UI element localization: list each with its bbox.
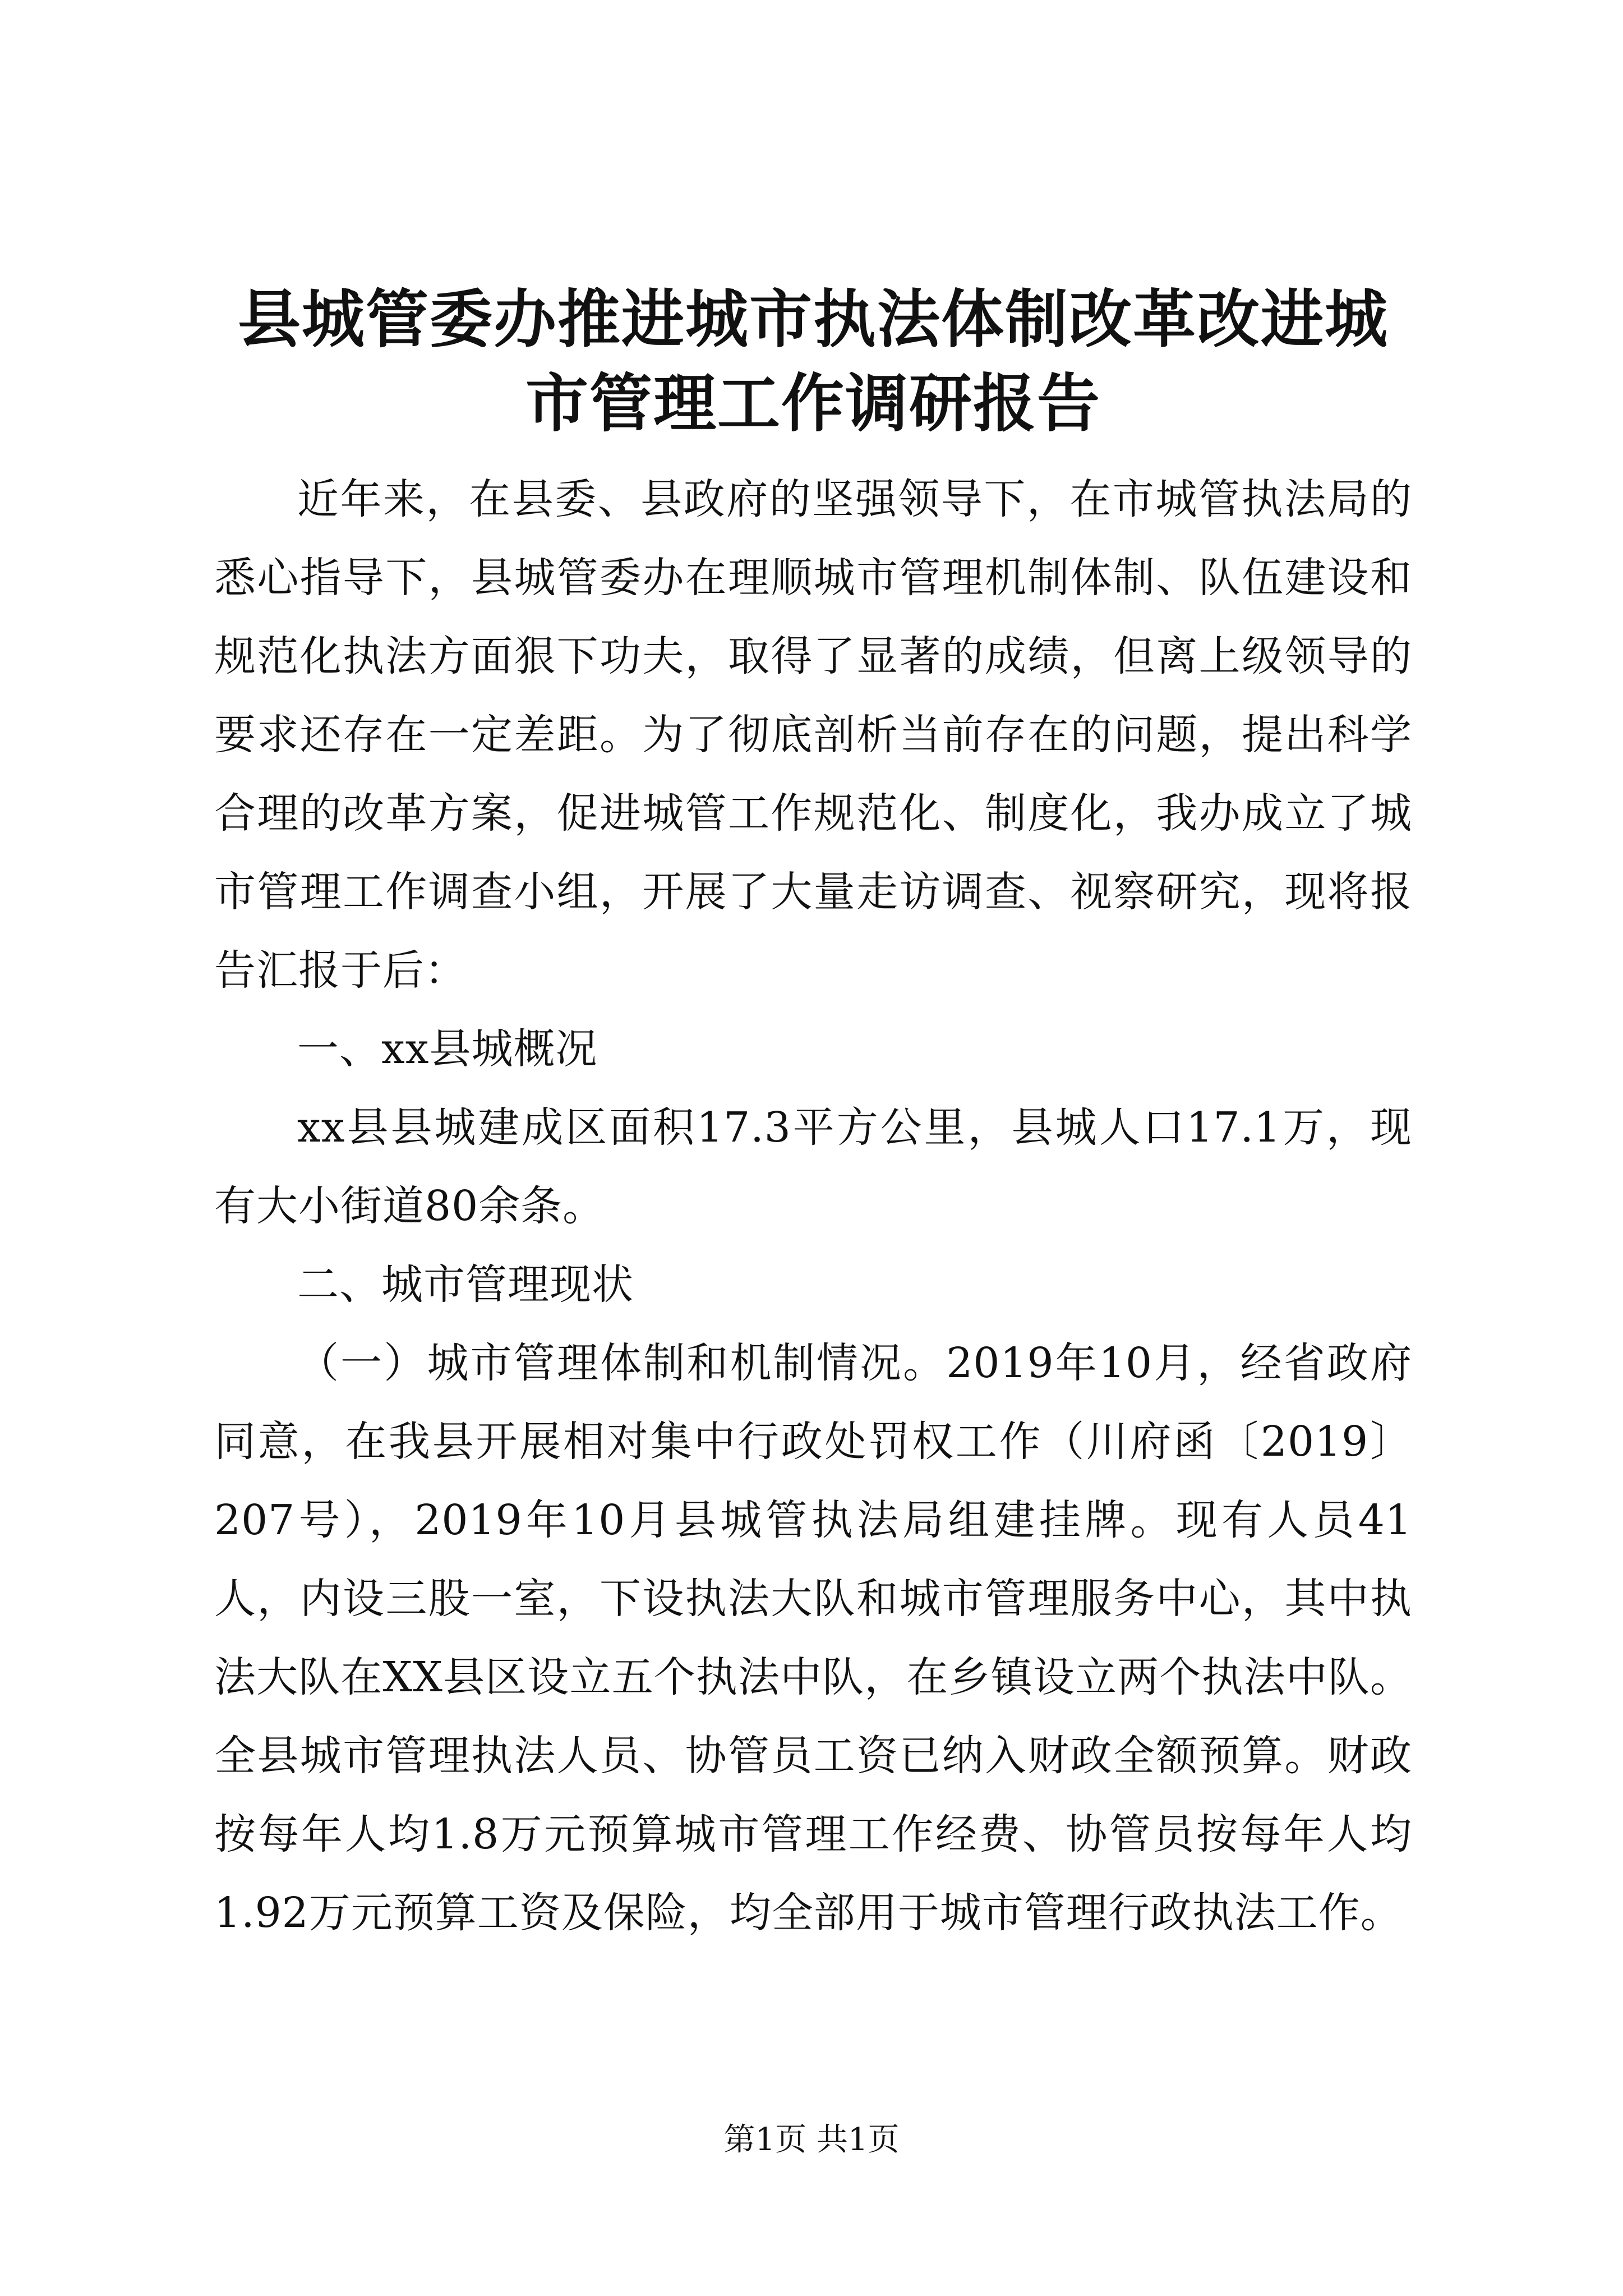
paragraph-intro: 近年来，在县委、县政府的坚强领导下，在市城管执法局的悉心指导下，县城管委办在理顺城市管理机制体制、队伍建设和规范化执法方面狠下功夫，取得了显著的成绩，但离上级领导的要求还存在一定差距。为了彻底剖析当前存在的问题，提出科学合理的改革方案，促进城管工作规范化、制度化，我办成立了城市管理工作调查小组，开展了大量走访调查、视察研究，现将报告汇报于后： xyxy=(214,475,1412,995)
paragraph-management-system: （一）城市管理体制和机制情况。2019年10月，经省政府同意，在我县开展相对集中行政处罚权工作（川府函〔2019〕207号），2019年10月县城管执法局组建挂牌。现有人员41人，内设三股一室，下设执法大队和城市管理服务中心，其中执法大队在XX县区设立五个执法中队，在乡镇设立两个执法中队。全县城市管理执法人员、协管员工资已纳入财政全额预算。财政按每年人均1.8万元预算城市管理工作经费、协管员按每年人均1.92万元预算工资及保险，均全部用于城市管理行政执法工作。 xyxy=(214,1339,1412,1937)
document-title: 县城管委办推进城市执法体制改革改进城市管理工作调研报告 xyxy=(238,283,1389,440)
page-number-footer: 第1页 共1页 xyxy=(723,2122,900,2158)
section-heading-1: 一、xx县城概况 xyxy=(297,1025,598,1073)
section-heading-2: 二、城市管理现状 xyxy=(297,1260,634,1309)
paragraph-overview: xx县县城建成区面积17.3平方公里，县城人口17.1万，现有大小街道80余条。 xyxy=(214,1103,1412,1230)
document-body xyxy=(214,460,1412,1952)
